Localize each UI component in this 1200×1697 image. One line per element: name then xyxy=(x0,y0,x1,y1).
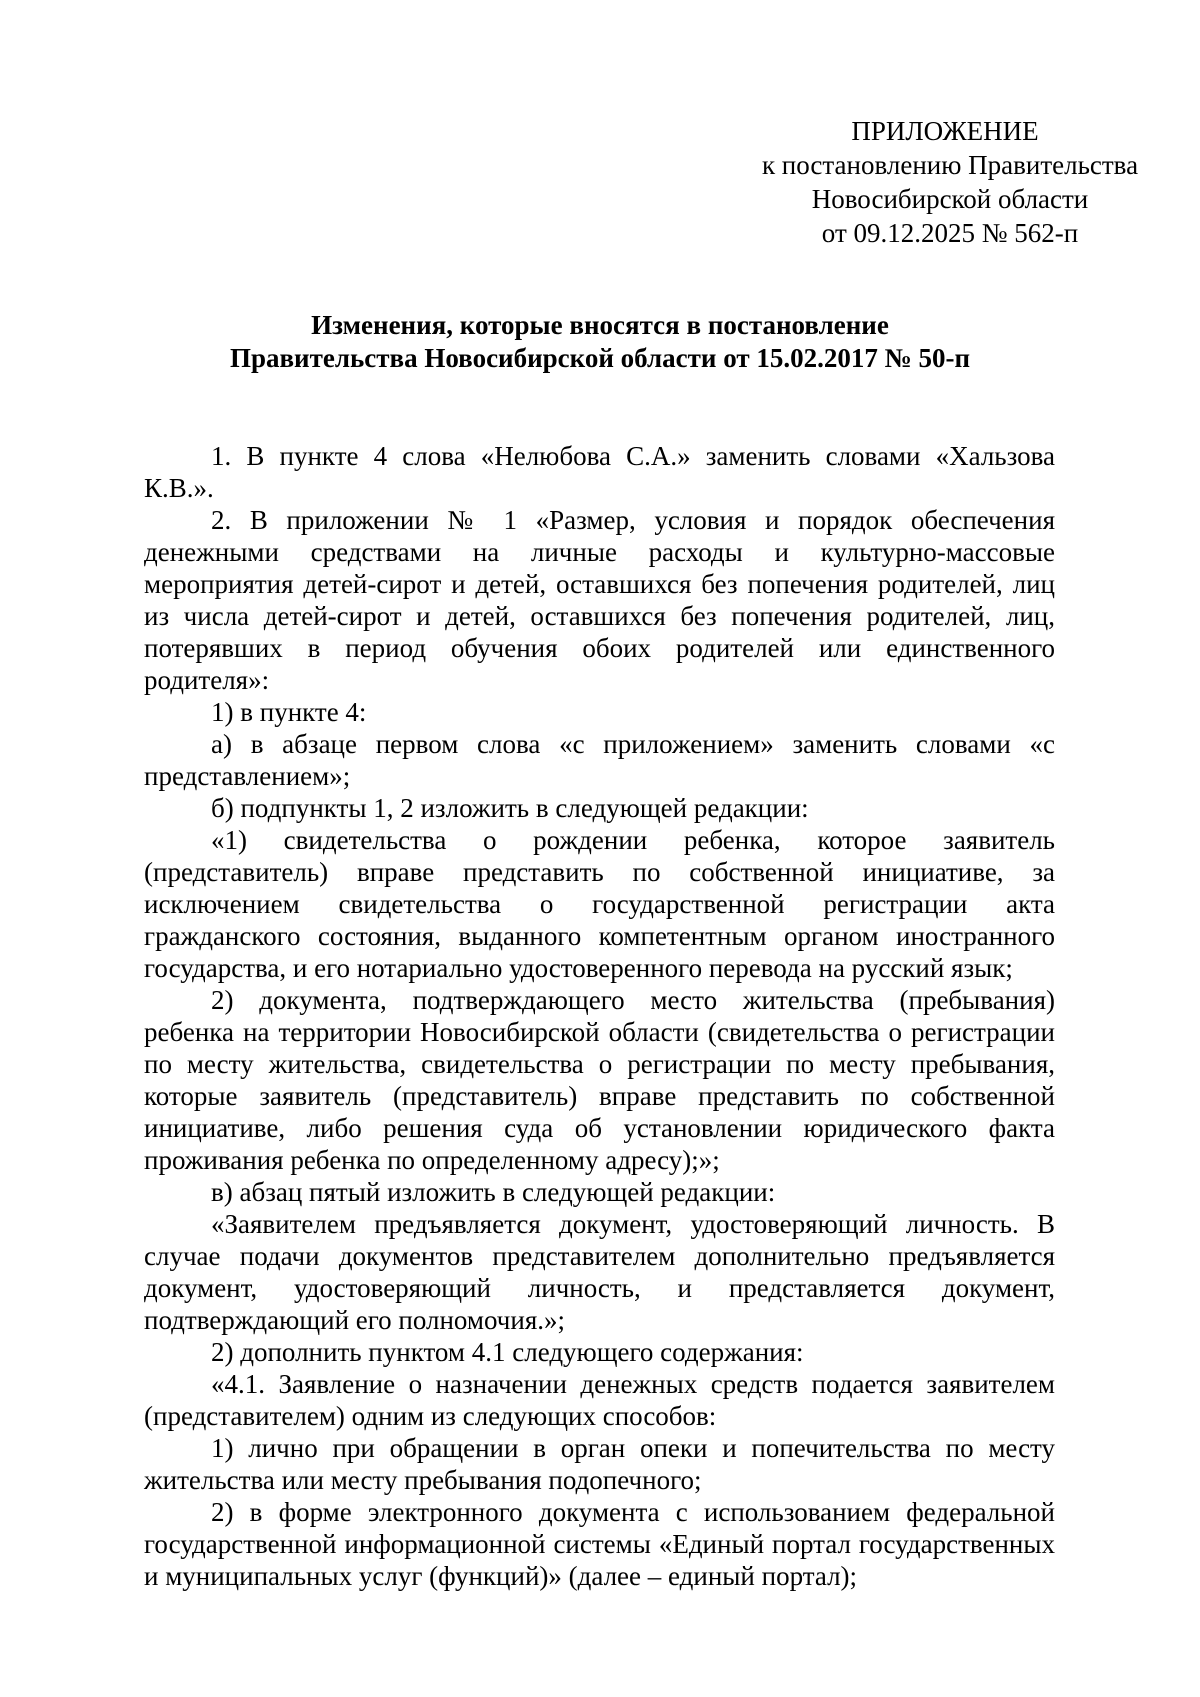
paragraph: 1. В пункте 4 слова «Нелюбова С.А.» заменить словами «Хальзова К.В.». xyxy=(144,441,1055,503)
appendix-line-3: от 09.12.2025 № 562-п xyxy=(821,218,1079,248)
paragraph: в) абзац пятый изложить в следующей редакции: xyxy=(211,1177,776,1207)
paragraph: 1) в пункте 4: xyxy=(211,697,367,727)
document-body xyxy=(144,440,1055,1592)
appendix-line-1: к постановлению Правительства xyxy=(761,150,1139,180)
paragraph: б) подпункты 1, 2 изложить в следующей редакции: xyxy=(211,793,809,823)
appendix-header xyxy=(650,114,1200,250)
paragraph: 2) дополнить пунктом 4.1 следующего содержания: xyxy=(211,1337,804,1367)
paragraph: 2. В приложении № 1 «Размер, условия и порядок обеспечения денежными средствами на личные расходы и культурно-массовые мероприятия детей-сирот и детей, оставшихся без попечения родителей, лиц из числа детей-сирот и детей, оставшихся без попечения родителей, лиц, потерявших в период обучения обоих родителей или единственного родителя»: xyxy=(144,505,1055,695)
paragraph: «Заявителем предъявляется документ, удостоверяющий личность. В случае подачи документов представителем дополнительно предъявляется документ, удостоверяющий личность, и представляется документ, подтверждающий его полномочия.»; xyxy=(144,1209,1055,1335)
appendix-line-2: Новосибирской области xyxy=(811,184,1089,214)
document-title-line-1: Изменения, которые вносятся в постановление xyxy=(311,310,889,340)
paragraph: «1) свидетельства о рождении ребенка, которое заявитель (представитель) вправе представить по собственной инициативе, за исключением свидетельства о государственной регистрации акта гражданского состояния, выданного компетентным органом иностранного государства, и его нотариально удостоверенного перевода на русский язык; xyxy=(144,825,1055,983)
paragraph: а) в абзаце первом слова «с приложением» заменить словами «с представлением»; xyxy=(144,729,1055,791)
appendix-title: ПРИЛОЖЕНИЕ xyxy=(851,116,1039,146)
paragraph: 2) документа, подтверждающего место жительства (пребывания) ребенка на территории Новосибирской области (свидетельства о регистрации по месту жительства, свидетельства о регистрации по месту пребывания, которые заявитель (представитель) вправе представить по собственной инициативе, либо решения суда об установлении юридического факта проживания ребенка по определенному адресу);»; xyxy=(144,985,1055,1175)
document-title xyxy=(145,309,1055,375)
document-title-line-2: Правительства Новосибирской области от 15.02.2017 № 50-п xyxy=(229,343,971,373)
paragraph: 2) в форме электронного документа с использованием федеральной государственной информационной системы «Единый портал государственных и муниципальных услуг (функций)» (далее – единый портал); xyxy=(144,1497,1055,1591)
paragraph: 1) лично при обращении в орган опеки и попечительства по месту жительства или месту пребывания подопечного; xyxy=(144,1433,1055,1495)
paragraph: «4.1. Заявление о назначении денежных средств подается заявителем (представителем) одним из следующих способов: xyxy=(144,1369,1055,1431)
